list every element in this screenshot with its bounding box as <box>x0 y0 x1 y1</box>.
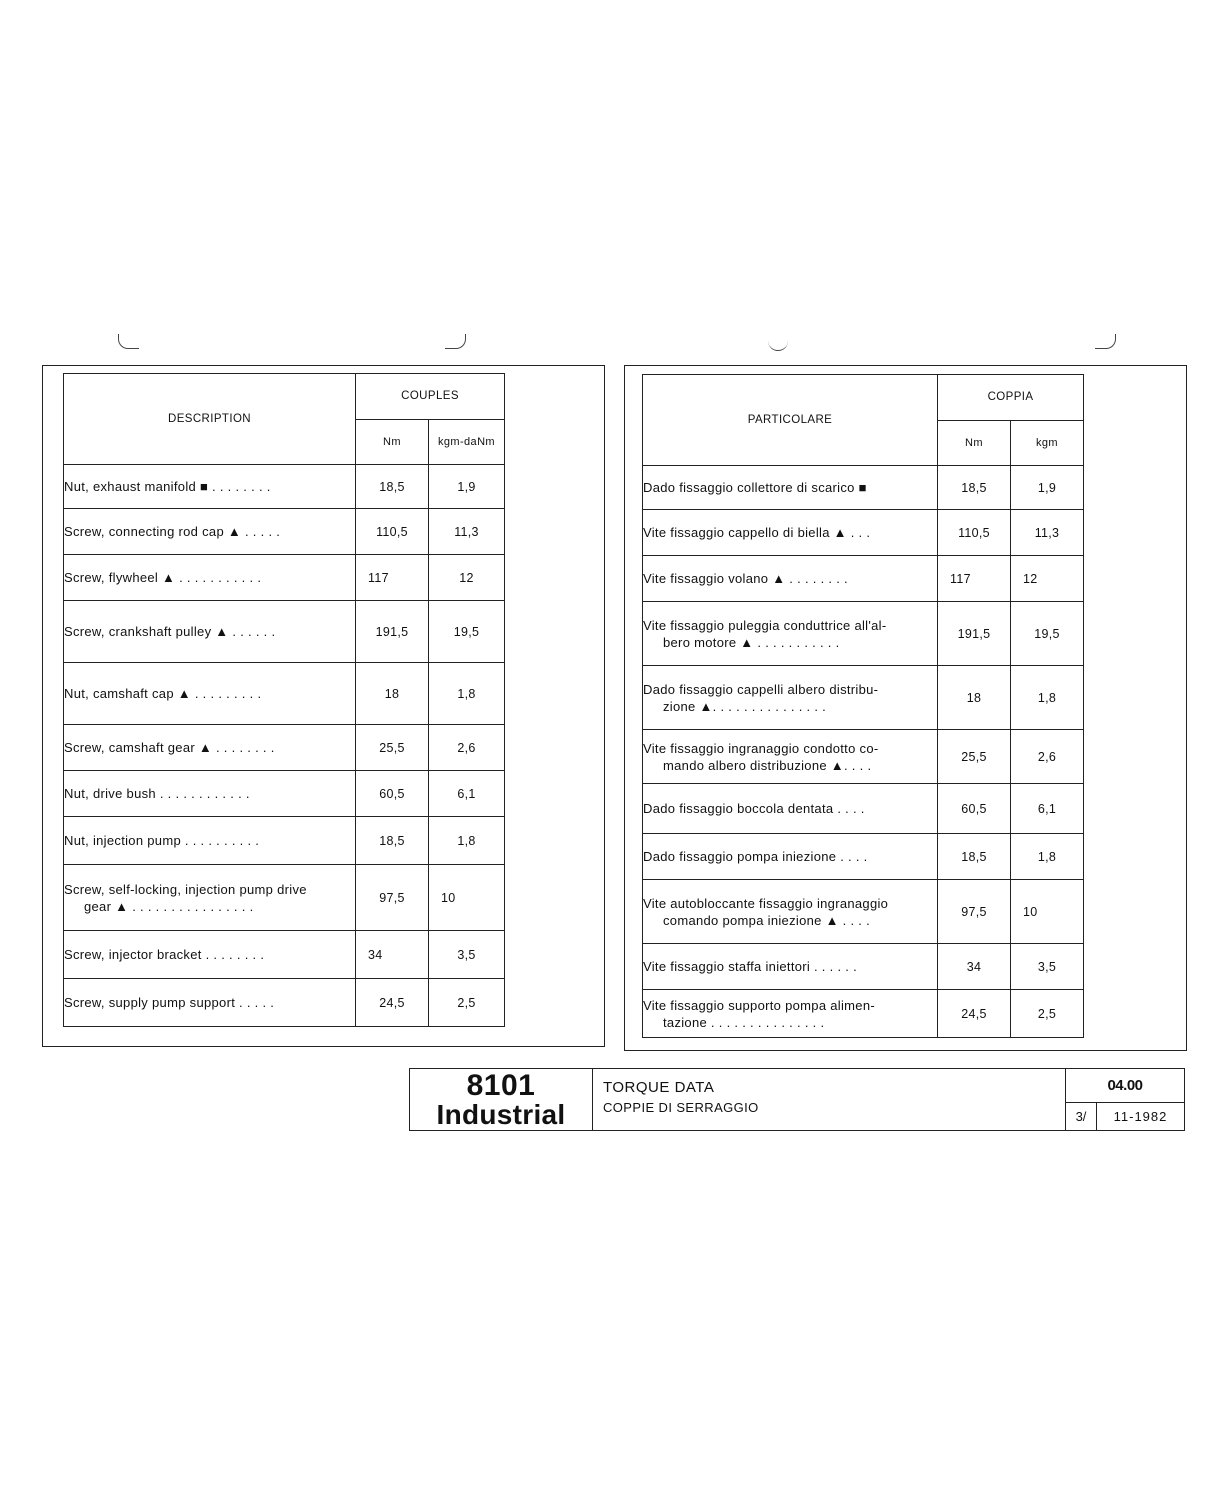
title-italian: COPPIE DI SERRAGGIO <box>603 1100 759 1115</box>
torque-kgm-value: 19,5 <box>1011 602 1084 666</box>
description-line: Dado fissaggio cappelli albero distribu- <box>643 681 879 697</box>
reference-box <box>1065 1069 1184 1130</box>
part-description <box>64 979 356 1027</box>
torque-nm-value: 97,5 <box>356 865 429 931</box>
table-row <box>643 944 1084 990</box>
document-titles <box>593 1069 1065 1130</box>
description-line: Nut, camshaft cap ▲ . . . . . . . . . <box>64 686 262 701</box>
part-description <box>64 817 356 865</box>
torque-kgm-value: 19,5 <box>429 601 505 663</box>
torque-kgm-value: 2,6 <box>1011 730 1084 784</box>
torque-kgm-value: 2,6 <box>429 725 505 771</box>
table-row <box>643 730 1084 784</box>
torque-nm-value: 18,5 <box>356 817 429 865</box>
torque-nm-value: 24,5 <box>938 990 1011 1038</box>
description-line: Screw, crankshaft pulley ▲ . . . . . . <box>64 624 276 639</box>
table-row <box>64 725 505 771</box>
torque-kgm-value: 2,5 <box>1011 990 1084 1038</box>
table-row <box>643 880 1084 944</box>
description-line: Vite fissaggio volano ▲ . . . . . . . . <box>643 571 848 586</box>
part-description <box>643 834 938 880</box>
description-line: Vite autobloccante fissaggio ingranaggio <box>643 895 889 911</box>
torque-kgm-value: 12 <box>1011 556 1084 602</box>
description-line: Vite fissaggio supporto pompa alimen- <box>643 997 875 1013</box>
torque-kgm-value: 1,8 <box>429 817 505 865</box>
unit-nm-header: Nm <box>938 420 1011 466</box>
table-row <box>64 865 505 931</box>
description-header: DESCRIPTION <box>64 374 356 465</box>
torque-nm-value: 25,5 <box>938 730 1011 784</box>
torque-nm-value: 18,5 <box>356 465 429 509</box>
part-description <box>643 730 938 784</box>
section-number: 04.00 <box>1066 1069 1184 1103</box>
brand-logo <box>410 1069 593 1130</box>
torque-nm-value: 24,5 <box>356 979 429 1027</box>
part-description <box>64 509 356 555</box>
torque-kgm-value: 10 <box>429 865 505 931</box>
torque-nm-value: 18,5 <box>938 834 1011 880</box>
part-description <box>643 944 938 990</box>
torque-header: COPPIA <box>938 375 1084 421</box>
torque-kgm-value: 11,3 <box>1011 510 1084 556</box>
description-line: Nut, exhaust manifold ■ . . . . . . . . <box>64 479 271 494</box>
torque-nm-value: 117 <box>356 555 429 601</box>
english-torque-panel <box>42 365 605 1047</box>
part-description <box>643 666 938 730</box>
unit-kgm-header: kgm-daNm <box>429 419 505 465</box>
description-line: Screw, connecting rod cap ▲ . . . . . <box>64 524 281 539</box>
torque-kgm-value: 3,5 <box>1011 944 1084 990</box>
torque-nm-value: 18 <box>356 663 429 725</box>
italian-torque-panel <box>624 365 1187 1051</box>
torque-nm-value: 60,5 <box>356 771 429 817</box>
product-line: Industrial <box>436 1099 566 1130</box>
table-row <box>643 556 1084 602</box>
description-line: Screw, self-locking, injection pump drive <box>64 881 307 897</box>
part-description <box>64 931 356 979</box>
description-line: Nut, drive bush . . . . . . . . . . . . <box>64 786 250 801</box>
description-line: Screw, injector bracket . . . . . . . . <box>64 947 265 962</box>
description-line: Screw, flywheel ▲ . . . . . . . . . . . <box>64 570 262 585</box>
unit-kgm-header: kgm <box>1011 420 1084 466</box>
description-line: Vite fissaggio staffa iniettori . . . . . . <box>643 959 858 974</box>
torque-kgm-value: 1,9 <box>429 465 505 509</box>
punch-hole-mark <box>118 334 139 349</box>
part-description <box>64 601 356 663</box>
description-line: Dado fissaggio pompa iniezione . . . . <box>643 849 868 864</box>
part-description <box>64 663 356 725</box>
part-description <box>64 555 356 601</box>
description-continuation: mando albero distribuzione ▲. . . . <box>663 757 872 773</box>
description-line: Vite fissaggio puleggia conduttrice all'al- <box>643 617 887 633</box>
punch-hole-mark <box>768 336 788 351</box>
torque-nm-value: 110,5 <box>938 510 1011 556</box>
description-continuation: comando pompa iniezione ▲ . . . . <box>663 912 871 928</box>
torque-nm-value: 117 <box>938 556 1011 602</box>
torque-nm-value: 34 <box>356 931 429 979</box>
table-row <box>643 784 1084 834</box>
part-description <box>64 865 356 931</box>
description-continuation: tazione . . . . . . . . . . . . . . . <box>663 1014 825 1030</box>
torque-nm-value: 110,5 <box>356 509 429 555</box>
table-row <box>643 666 1084 730</box>
table-row <box>643 602 1084 666</box>
model-number: 8101 <box>466 1069 536 1102</box>
table-row <box>643 990 1084 1038</box>
title-block <box>409 1068 1185 1131</box>
italian-torque-table <box>642 374 1084 1038</box>
title-english: TORQUE DATA <box>603 1079 715 1096</box>
torque-kgm-value: 2,5 <box>429 979 505 1027</box>
torque-nm-value: 191,5 <box>356 601 429 663</box>
table-row <box>64 771 505 817</box>
description-line: Dado fissaggio boccola dentata . . . . <box>643 801 865 816</box>
torque-header: COUPLES <box>356 374 505 420</box>
table-row <box>64 979 505 1027</box>
issue-date: 11-1982 <box>1113 1109 1168 1124</box>
torque-nm-value: 60,5 <box>938 784 1011 834</box>
part-description <box>643 556 938 602</box>
table-row <box>64 509 505 555</box>
table-row <box>64 663 505 725</box>
description-line: Screw, camshaft gear ▲ . . . . . . . . <box>64 740 275 755</box>
punch-hole-mark <box>1095 334 1116 349</box>
torque-kgm-value: 1,8 <box>1011 666 1084 730</box>
table-row <box>64 555 505 601</box>
description-continuation: bero motore ▲ . . . . . . . . . . . <box>663 634 840 650</box>
table-row <box>64 601 505 663</box>
part-description <box>643 784 938 834</box>
description-continuation: zione ▲. . . . . . . . . . . . . . . <box>663 698 827 714</box>
description-line: Screw, supply pump support . . . . . <box>64 995 275 1010</box>
table-row <box>643 834 1084 880</box>
english-torque-table <box>63 373 505 1027</box>
unit-nm-header: Nm <box>356 419 429 465</box>
torque-kgm-value: 11,3 <box>429 509 505 555</box>
table-row <box>64 465 505 509</box>
part-description <box>643 466 938 510</box>
description-line: Dado fissaggio collettore di scarico ■ <box>643 480 867 495</box>
part-description <box>643 990 938 1038</box>
torque-kgm-value: 1,9 <box>1011 466 1084 510</box>
table-row <box>643 510 1084 556</box>
table-row <box>64 817 505 865</box>
page-number: 3/ <box>1066 1103 1097 1130</box>
torque-nm-value: 97,5 <box>938 880 1011 944</box>
torque-nm-value: 191,5 <box>938 602 1011 666</box>
torque-kgm-value: 6,1 <box>429 771 505 817</box>
description-header: PARTICOLARE <box>643 375 938 466</box>
description-line: Vite fissaggio ingranaggio condotto co- <box>643 740 879 756</box>
torque-kgm-value: 1,8 <box>429 663 505 725</box>
torque-nm-value: 18,5 <box>938 466 1011 510</box>
torque-nm-value: 25,5 <box>356 725 429 771</box>
torque-kgm-value: 10 <box>1011 880 1084 944</box>
table-row <box>643 466 1084 510</box>
punch-hole-mark <box>445 334 466 349</box>
description-continuation: gear ▲ . . . . . . . . . . . . . . . . <box>84 898 254 914</box>
part-description <box>643 602 938 666</box>
torque-nm-value: 18 <box>938 666 1011 730</box>
part-description <box>64 465 356 509</box>
torque-kgm-value: 1,8 <box>1011 834 1084 880</box>
torque-kgm-value: 3,5 <box>429 931 505 979</box>
part-description <box>643 510 938 556</box>
torque-kgm-value: 6,1 <box>1011 784 1084 834</box>
part-description <box>64 725 356 771</box>
part-description <box>643 880 938 944</box>
torque-kgm-value: 12 <box>429 555 505 601</box>
description-line: Vite fissaggio cappello di biella ▲ . . . <box>643 525 871 540</box>
part-description <box>64 771 356 817</box>
torque-nm-value: 34 <box>938 944 1011 990</box>
description-line: Nut, injection pump . . . . . . . . . . <box>64 833 260 848</box>
table-row <box>64 931 505 979</box>
